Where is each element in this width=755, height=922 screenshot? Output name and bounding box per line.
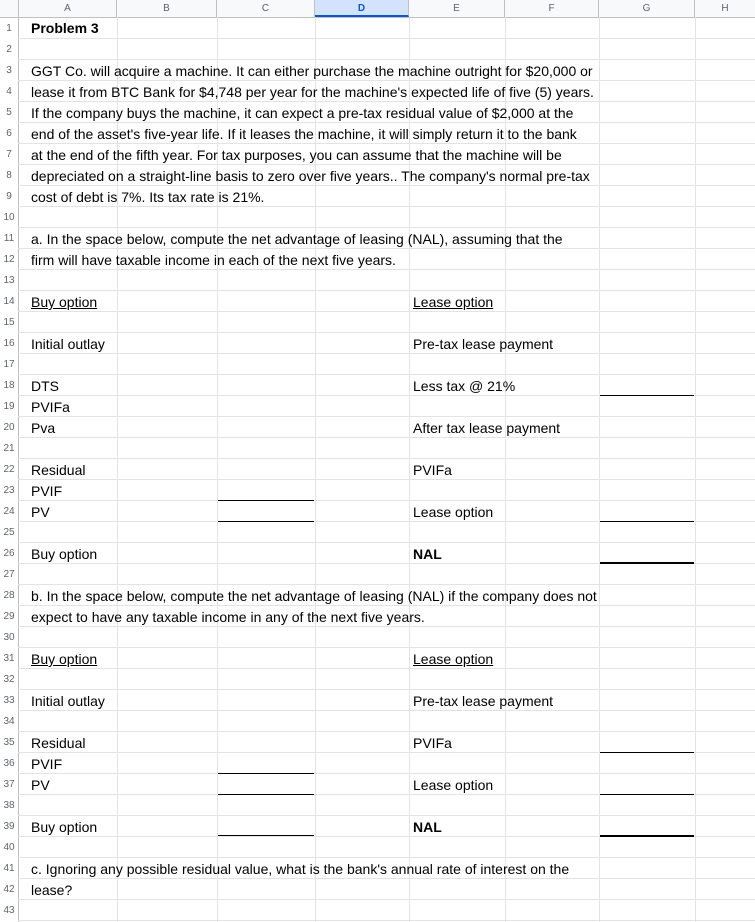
- row-line: [18, 857, 755, 858]
- row-header[interactable]: 5: [6, 107, 12, 118]
- part-a-pvif: PVIF: [31, 483, 63, 499]
- column-header-row: [0, 0, 755, 18]
- row-header[interactable]: 13: [3, 275, 15, 286]
- answer-blank[interactable]: [600, 395, 694, 396]
- row-header[interactable]: 38: [3, 800, 15, 811]
- row-line: [18, 710, 755, 711]
- row-line: [18, 374, 755, 375]
- part-b-question: b. In the space below, compute the net advantage of leasing (NAL) if the company does not: [31, 588, 597, 604]
- row-header-border: [18, 0, 19, 922]
- row-header[interactable]: 37: [3, 779, 15, 790]
- row-header[interactable]: 28: [3, 590, 15, 601]
- part-a-lease-pvifa: PVIFa: [413, 462, 452, 478]
- intro-line: cost of debt is 7%. Its tax rate is 21%.: [31, 189, 265, 205]
- row-line: [18, 353, 755, 354]
- row-line: [18, 689, 755, 690]
- answer-blank[interactable]: [600, 794, 694, 795]
- row-line: [18, 731, 755, 732]
- part-a-lease-option: Lease option: [413, 504, 494, 520]
- row-header[interactable]: 30: [3, 632, 15, 643]
- row-header[interactable]: 43: [3, 905, 15, 916]
- row-header[interactable]: 22: [3, 464, 15, 475]
- part-b-question: expect to have any taxable income in any of the next five years.: [31, 609, 425, 625]
- row-line: [18, 773, 755, 774]
- row-header[interactable]: 26: [3, 548, 15, 559]
- part-a-pv: PV: [31, 504, 50, 520]
- row-header[interactable]: 9: [6, 191, 12, 202]
- row-line: [18, 920, 755, 921]
- part-a-residual: Residual: [31, 462, 86, 478]
- row-line: [18, 311, 755, 312]
- part-b-buy-option: Buy option: [31, 819, 98, 835]
- part-a-lease-header: Lease option: [413, 294, 494, 310]
- part-b-initial-outlay: Initial outlay: [31, 693, 105, 709]
- row-header[interactable]: 27: [3, 569, 15, 580]
- row-line: [18, 815, 755, 816]
- part-a-initial-outlay: Initial outlay: [31, 336, 105, 352]
- part-a-question: a. In the space below, compute the net advantage of leasing (NAL), assuming that the: [31, 231, 563, 247]
- part-a-buy-option: Buy option: [31, 546, 98, 562]
- part-a-buy-header: Buy option: [31, 294, 98, 310]
- part-b-pretax-lease-payment: Pre-tax lease payment: [413, 693, 554, 709]
- row-header[interactable]: 29: [3, 611, 15, 622]
- row-header[interactable]: 36: [3, 758, 15, 769]
- row-line: [18, 542, 755, 543]
- column-header-a[interactable]: A: [19, 0, 117, 17]
- part-a-pretax-lease-payment: Pre-tax lease payment: [413, 336, 554, 352]
- intro-line: GGT Co. will acquire a machine. It can either purchase the machine outright for $20,000 or: [31, 63, 593, 79]
- row-line: [18, 290, 755, 291]
- answer-blank[interactable]: [218, 500, 314, 501]
- part-a-less-tax: Less tax @ 21%: [413, 378, 516, 394]
- row-header[interactable]: 12: [3, 254, 15, 265]
- intro-line: end of the asset's five-year life. If it leases the machine, it will simply return it to the bank: [31, 126, 577, 142]
- part-a-after-tax-lease-payment: After tax lease payment: [413, 420, 561, 436]
- row-header[interactable]: 10: [3, 212, 15, 223]
- row-header[interactable]: 42: [3, 884, 15, 895]
- column-header-h[interactable]: H: [721, 3, 729, 14]
- select-all-corner[interactable]: [0, 0, 19, 17]
- part-b-pvif: PVIF: [31, 756, 63, 772]
- page-title: Problem 3: [31, 20, 99, 36]
- row-line: [18, 332, 755, 333]
- part-a-dts: DTS: [31, 378, 59, 394]
- row-header[interactable]: 35: [3, 737, 15, 748]
- answer-blank[interactable]: [218, 521, 314, 522]
- answer-blank[interactable]: [600, 752, 694, 753]
- row-line: [18, 500, 755, 501]
- row-header[interactable]: 31: [3, 653, 15, 664]
- row-line: [18, 59, 755, 60]
- part-a-pva: Pva: [31, 420, 56, 436]
- column-header-c[interactable]: C: [217, 0, 315, 17]
- row-header[interactable]: 32: [3, 674, 15, 685]
- row-header[interactable]: 16: [3, 338, 15, 349]
- row-header[interactable]: 24: [3, 506, 15, 517]
- row-line: [18, 38, 755, 39]
- row-header[interactable]: 21: [3, 443, 15, 454]
- row-line: [18, 479, 755, 480]
- row-header[interactable]: 3: [6, 65, 12, 76]
- row-line: [18, 647, 755, 648]
- answer-blank[interactable]: [218, 794, 314, 795]
- row-header[interactable]: 39: [3, 821, 15, 832]
- column-header-g[interactable]: G: [599, 0, 695, 17]
- answer-blank[interactable]: [600, 835, 694, 837]
- row-line: [18, 899, 755, 900]
- row-header[interactable]: 11: [3, 233, 15, 244]
- row-header[interactable]: 17: [3, 359, 15, 370]
- part-b-lease-pvifa: PVIFa: [413, 735, 452, 751]
- row-header[interactable]: 23: [3, 485, 15, 496]
- row-header[interactable]: 2: [6, 44, 12, 55]
- row-header[interactable]: 14: [3, 296, 15, 307]
- row-line: [18, 437, 755, 438]
- part-b-pv: PV: [31, 777, 50, 793]
- row-header[interactable]: 7: [6, 149, 12, 160]
- part-a-nal: NAL: [413, 546, 442, 562]
- row-header[interactable]: 15: [3, 317, 15, 328]
- part-c-question: lease?: [31, 882, 73, 898]
- part-b-lease-header: Lease option: [413, 651, 494, 667]
- row-header[interactable]: 20: [3, 422, 15, 433]
- row-header[interactable]: 6: [6, 128, 12, 139]
- row-line: [18, 416, 755, 417]
- row-header[interactable]: 19: [3, 401, 15, 412]
- row-line: [18, 668, 755, 669]
- row-header[interactable]: 18: [3, 380, 15, 391]
- row-header[interactable]: 8: [6, 170, 12, 181]
- part-b-buy-header: Buy option: [31, 651, 98, 667]
- part-a-question: firm will have taxable income in each of the next five years.: [31, 252, 396, 268]
- intro-line: at the end of the fifth year. For tax purposes, you can assume that the machine will be: [31, 147, 562, 163]
- row-header[interactable]: 25: [3, 527, 15, 538]
- row-line: [18, 227, 755, 228]
- intro-line: depreciated on a straight-line basis to zero over five years.. The company's normal pre-tax: [31, 168, 590, 184]
- intro-line: If the company buys the machine, it can expect a pre-tax residual value of $2,000 at the: [31, 105, 574, 121]
- row-header[interactable]: 34: [3, 716, 15, 727]
- answer-blank[interactable]: [218, 835, 314, 836]
- part-b-residual: Residual: [31, 735, 86, 751]
- row-line: [18, 584, 755, 585]
- row-header[interactable]: 4: [6, 86, 12, 97]
- column-header-f[interactable]: F: [505, 0, 599, 17]
- answer-blank[interactable]: [600, 521, 694, 522]
- answer-blank[interactable]: [600, 562, 694, 564]
- column-header-d[interactable]: D: [315, 0, 409, 17]
- row-header[interactable]: 1: [6, 23, 12, 34]
- row-header[interactable]: 40: [3, 842, 15, 853]
- row-line: [18, 458, 755, 459]
- answer-blank[interactable]: [218, 773, 314, 774]
- intro-line: lease it from BTC Bank for $4,748 per year for the machine's expected life of five (5) years.: [31, 84, 594, 100]
- part-b-lease-option: Lease option: [413, 777, 494, 793]
- part-c-question: c. Ignoring any possible residual value, what is the bank's annual rate of interest on the: [31, 861, 570, 877]
- row-header[interactable]: 33: [3, 695, 15, 706]
- column-header-b[interactable]: B: [117, 0, 217, 17]
- column-header-e[interactable]: E: [409, 0, 505, 17]
- row-header[interactable]: 41: [3, 863, 15, 874]
- part-a-pvifa: PVIFa: [31, 399, 70, 415]
- part-b-nal: NAL: [413, 819, 442, 835]
